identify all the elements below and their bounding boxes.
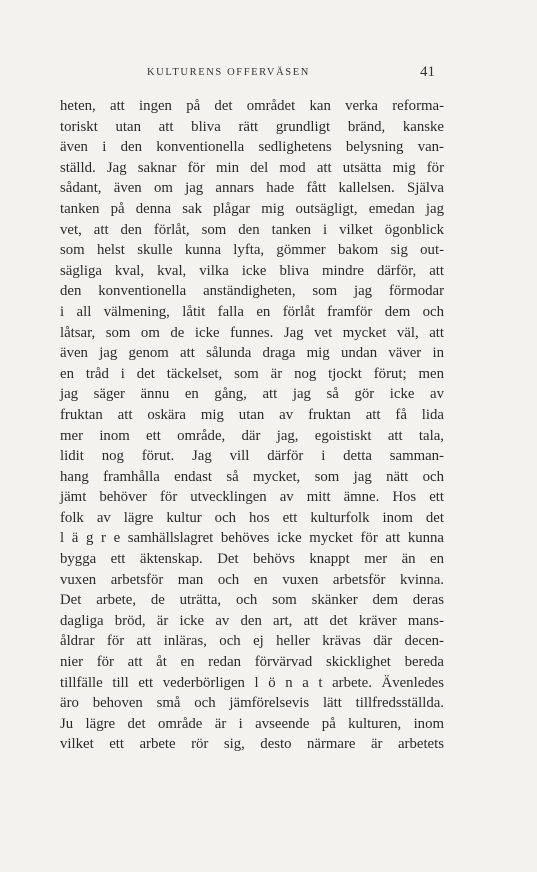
text-line: jag säger ännu en gång, att jag så gör icke av (60, 386, 444, 403)
text-line: fruktan att oskära mig utan av fruktan att få lida (60, 406, 444, 423)
text-line: dagliga bröd, är icke av den art, att det kräver mans- (60, 612, 444, 629)
text-line: lidit nog förut. Jag vill därför i detta samman- (60, 448, 444, 465)
text-line: folk av lägre kultur och hos ett kulturfolk inom det (60, 509, 444, 526)
text-line: även i den konventionella sedlighetens belysning van- (60, 139, 444, 156)
text-line: l ä g r e samhällslagret behöves icke mycket för att kunna (60, 530, 444, 547)
text-line: även jag genom att sålunda draga mig undan väver in (60, 345, 444, 362)
text-line: heten, att ingen på det området kan verka reforma- (60, 98, 444, 114)
text-line: sägliga kval, kval, vilka icke bliva mindre därför, att (60, 262, 444, 279)
text-line: mer inom ett område, där jag, egoistiskt att tala, (60, 427, 444, 444)
text-line: nier för att åt en redan förvärvad skicklighet bereda (60, 654, 444, 671)
text-line: Det arbete, de uträtta, och som skänker dem deras (60, 592, 444, 609)
text-line: sådant, även om jag annars hade fått kallelsen. Själva (60, 180, 444, 197)
body-text (60, 96, 444, 755)
text-line: åldrar för att inläras, och ej heller krävas där decen- (60, 633, 444, 650)
text-line: den konventionella anständigheten, som jag förmodar (60, 283, 444, 300)
running-title: KULTURENS OFFERVÄSEN (147, 67, 310, 78)
text-line: vuxen arbetsför man och en vuxen arbetsför kvinna. (60, 571, 444, 588)
text-line: vet, att den förlåt, som den tanken i vilket ögonblick (60, 221, 444, 238)
text-line: bygga ett äktenskap. Det behövs knappt mer än en (60, 551, 444, 568)
text-line: hang framhålla endast så mycket, som jag nätt och (60, 468, 444, 485)
text-line: låtsar, som om de icke funnes. Jag vet mycket väl, att (60, 324, 444, 341)
text-line: äro behoven små och jämförelsevis lätt tillfredsställda. (60, 695, 444, 712)
text-line: tanken på denna sak plågar mig outsägligt, emedan jag (60, 200, 444, 217)
text-line: i all välmening, låtit falla en förlåt framför dem och (60, 303, 444, 320)
running-head (0, 64, 537, 84)
page-number: 41 (420, 64, 435, 80)
text-line: en tråd i det täckelset, som är nog tjockt förut; men (60, 365, 444, 382)
text-line: jämt behöver för utvecklingen av mitt ämne. Hos ett (60, 489, 444, 506)
text-line: toriskt utan att bliva rätt grundligt bränd, kanske (60, 118, 444, 135)
text-line: Ju lägre det område är i avseende på kulturen, inom (60, 715, 444, 732)
text-line: ställd. Jag saknar för min del mod att utsätta mig för (60, 159, 444, 176)
text-line: vilket ett arbete rör sig, desto närmare är arbetets (60, 736, 444, 753)
text-line: tillfälle till ett vederbörligen l ö n a t arbete. Ävenledes (60, 674, 444, 691)
text-line: som helst skulle kunna lyfta, gömmer bakom sig out- (60, 242, 444, 259)
